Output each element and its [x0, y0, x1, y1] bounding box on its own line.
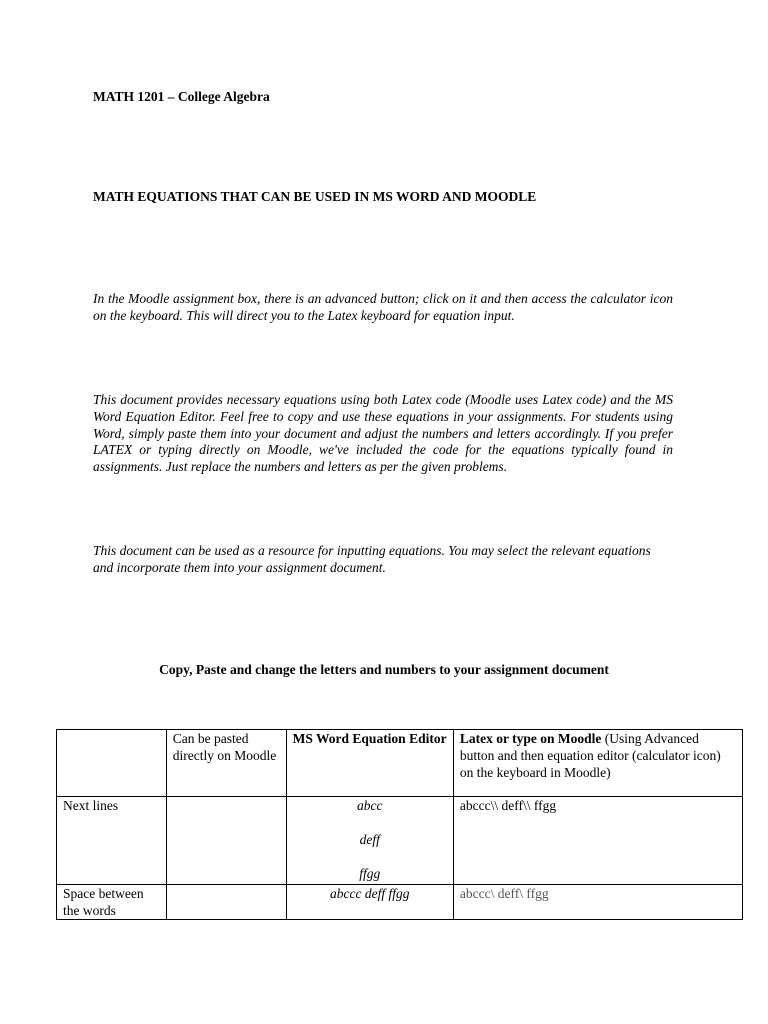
table-row	[57, 885, 743, 920]
document-title: MATH EQUATIONS THAT CAN BE USED IN MS WORD AND MOODLE	[93, 189, 537, 204]
header-cell-empty	[57, 730, 167, 797]
pasted-cell	[166, 885, 286, 920]
word-line: deff	[359, 832, 380, 847]
word-line: ffgg	[359, 866, 381, 881]
word-line: abcc	[357, 798, 383, 813]
table-row	[57, 797, 743, 885]
pasted-cell	[166, 797, 286, 885]
table-header-row	[57, 730, 743, 797]
header-latex-rest: (Using Advanced button and then equation editor (calculator icon) on the keyboard in Moodle)	[459, 731, 721, 780]
header-cell-pasted: Can be pasted directly on Moodle	[166, 730, 286, 797]
latex-code-cell: abccc\ deff\ ffgg	[453, 885, 742, 920]
equation-table	[56, 729, 743, 920]
header-cell-latex	[453, 730, 742, 797]
word-equation-cell	[286, 797, 453, 885]
table-heading: Copy, Paste and change the letters and numbers to your assignment document	[159, 662, 609, 677]
latex-code-cell: abccc\\ deff\\ ffgg	[453, 797, 742, 885]
course-title: MATH 1201 – College Algebra	[93, 89, 270, 104]
word-equation-cell: abccc deff ffgg	[286, 885, 453, 920]
intro-paragraph-resource: This document can be used as a resource for inputting equations. You may select the relevant equations and incorporate them into your assignment document.	[93, 543, 651, 575]
row-label-space-between: Space between the words	[57, 885, 167, 920]
row-label-next-lines: Next lines	[57, 797, 167, 885]
intro-paragraph-latex: This document provides necessary equations using both Latex code (Moodle uses Latex code) and the MS Word Equation Editor. Feel free to copy and use these equations in your assignments. For students using Word, simply paste them into your document and adjust the numbers and letters accordingly. If you prefer LATEX or typing directly on Moodle, we've included the code for the equations typically found in assignments. Just replace the numbers and letters as per the given problems.	[93, 392, 673, 475]
intro-paragraph-moodle: In the Moodle assignment box, there is an advanced button; click on it and then access the calculator icon on the keyboard. This will direct you to the Latex keyboard for equation input.	[93, 291, 673, 323]
header-cell-word: MS Word Equation Editor	[286, 730, 453, 797]
header-latex-bold: Latex or type on Moodle	[459, 731, 602, 746]
